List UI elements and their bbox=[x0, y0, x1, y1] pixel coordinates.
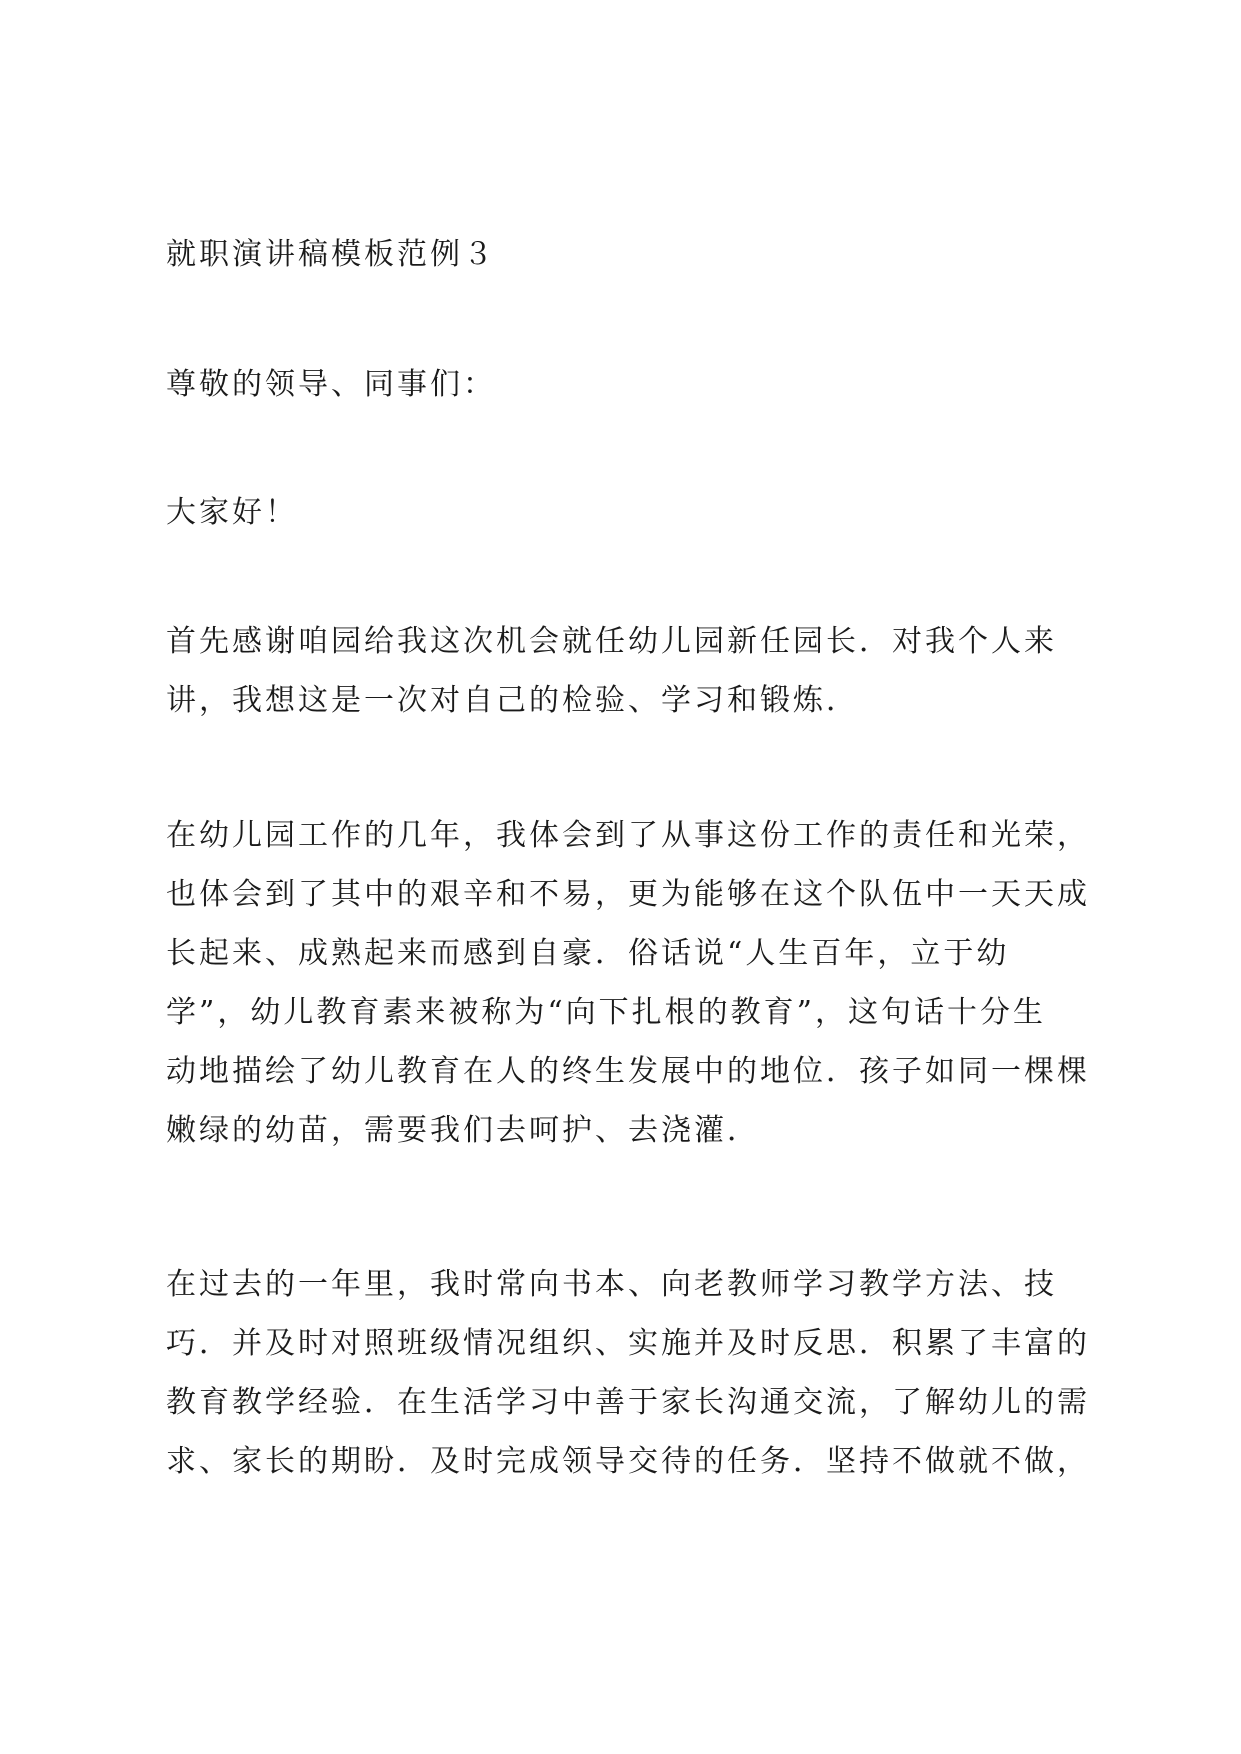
salutation bbox=[166, 355, 1096, 414]
paragraph-line: 求、家长的期盼．及时完成领导交待的任务．坚持不做就不做， bbox=[166, 1444, 1090, 1479]
paragraph-line: 嫩绿的幼苗，需要我们去呵护、去浇灌． bbox=[166, 1113, 760, 1148]
paragraph-line: 巧．并及时对照班级情况组织、实施并及时反思．积累了丰富的 bbox=[166, 1326, 1090, 1361]
paragraph-1 bbox=[166, 612, 1096, 730]
paragraph-line: 长起来、成熟起来而感到自豪．俗话说“人生百年，立于幼 bbox=[166, 936, 1010, 971]
paragraph-2 bbox=[166, 806, 1096, 1160]
title-line: 就职演讲稿模板范例３ bbox=[166, 237, 496, 272]
salutation-line: 尊敬的领导、同事们： bbox=[166, 367, 496, 402]
paragraph-line: 首先感谢咱园给我这次机会就任幼儿园新任园长．对我个人来 bbox=[166, 624, 1057, 659]
paragraph-line: 学”，幼儿教育素来被称为“向下扎根的教育”，这句话十分生 bbox=[166, 995, 1047, 1030]
paragraph-3 bbox=[166, 1255, 1096, 1491]
paragraph-line: 在幼儿园工作的几年，我体会到了从事这份工作的责任和光荣， bbox=[166, 818, 1090, 853]
opening-greeting-line: 大家好！ bbox=[166, 495, 298, 530]
paragraph-line: 教育教学经验．在生活学习中善于家长沟通交流，了解幼儿的需 bbox=[166, 1385, 1090, 1420]
paragraph-line: 动地描绘了幼儿教育在人的终生发展中的地位．孩子如同一棵棵 bbox=[166, 1054, 1090, 1089]
opening-greeting bbox=[166, 483, 1096, 542]
paragraph-line: 讲，我想这是一次对自己的检验、学习和锻炼． bbox=[166, 683, 859, 718]
paragraph-line: 也体会到了其中的艰辛和不易，更为能够在这个队伍中一天天成 bbox=[166, 877, 1090, 912]
document-title bbox=[166, 225, 1096, 284]
paragraph-line: 在过去的一年里，我时常向书本、向老教师学习教学方法、技 bbox=[166, 1267, 1057, 1302]
